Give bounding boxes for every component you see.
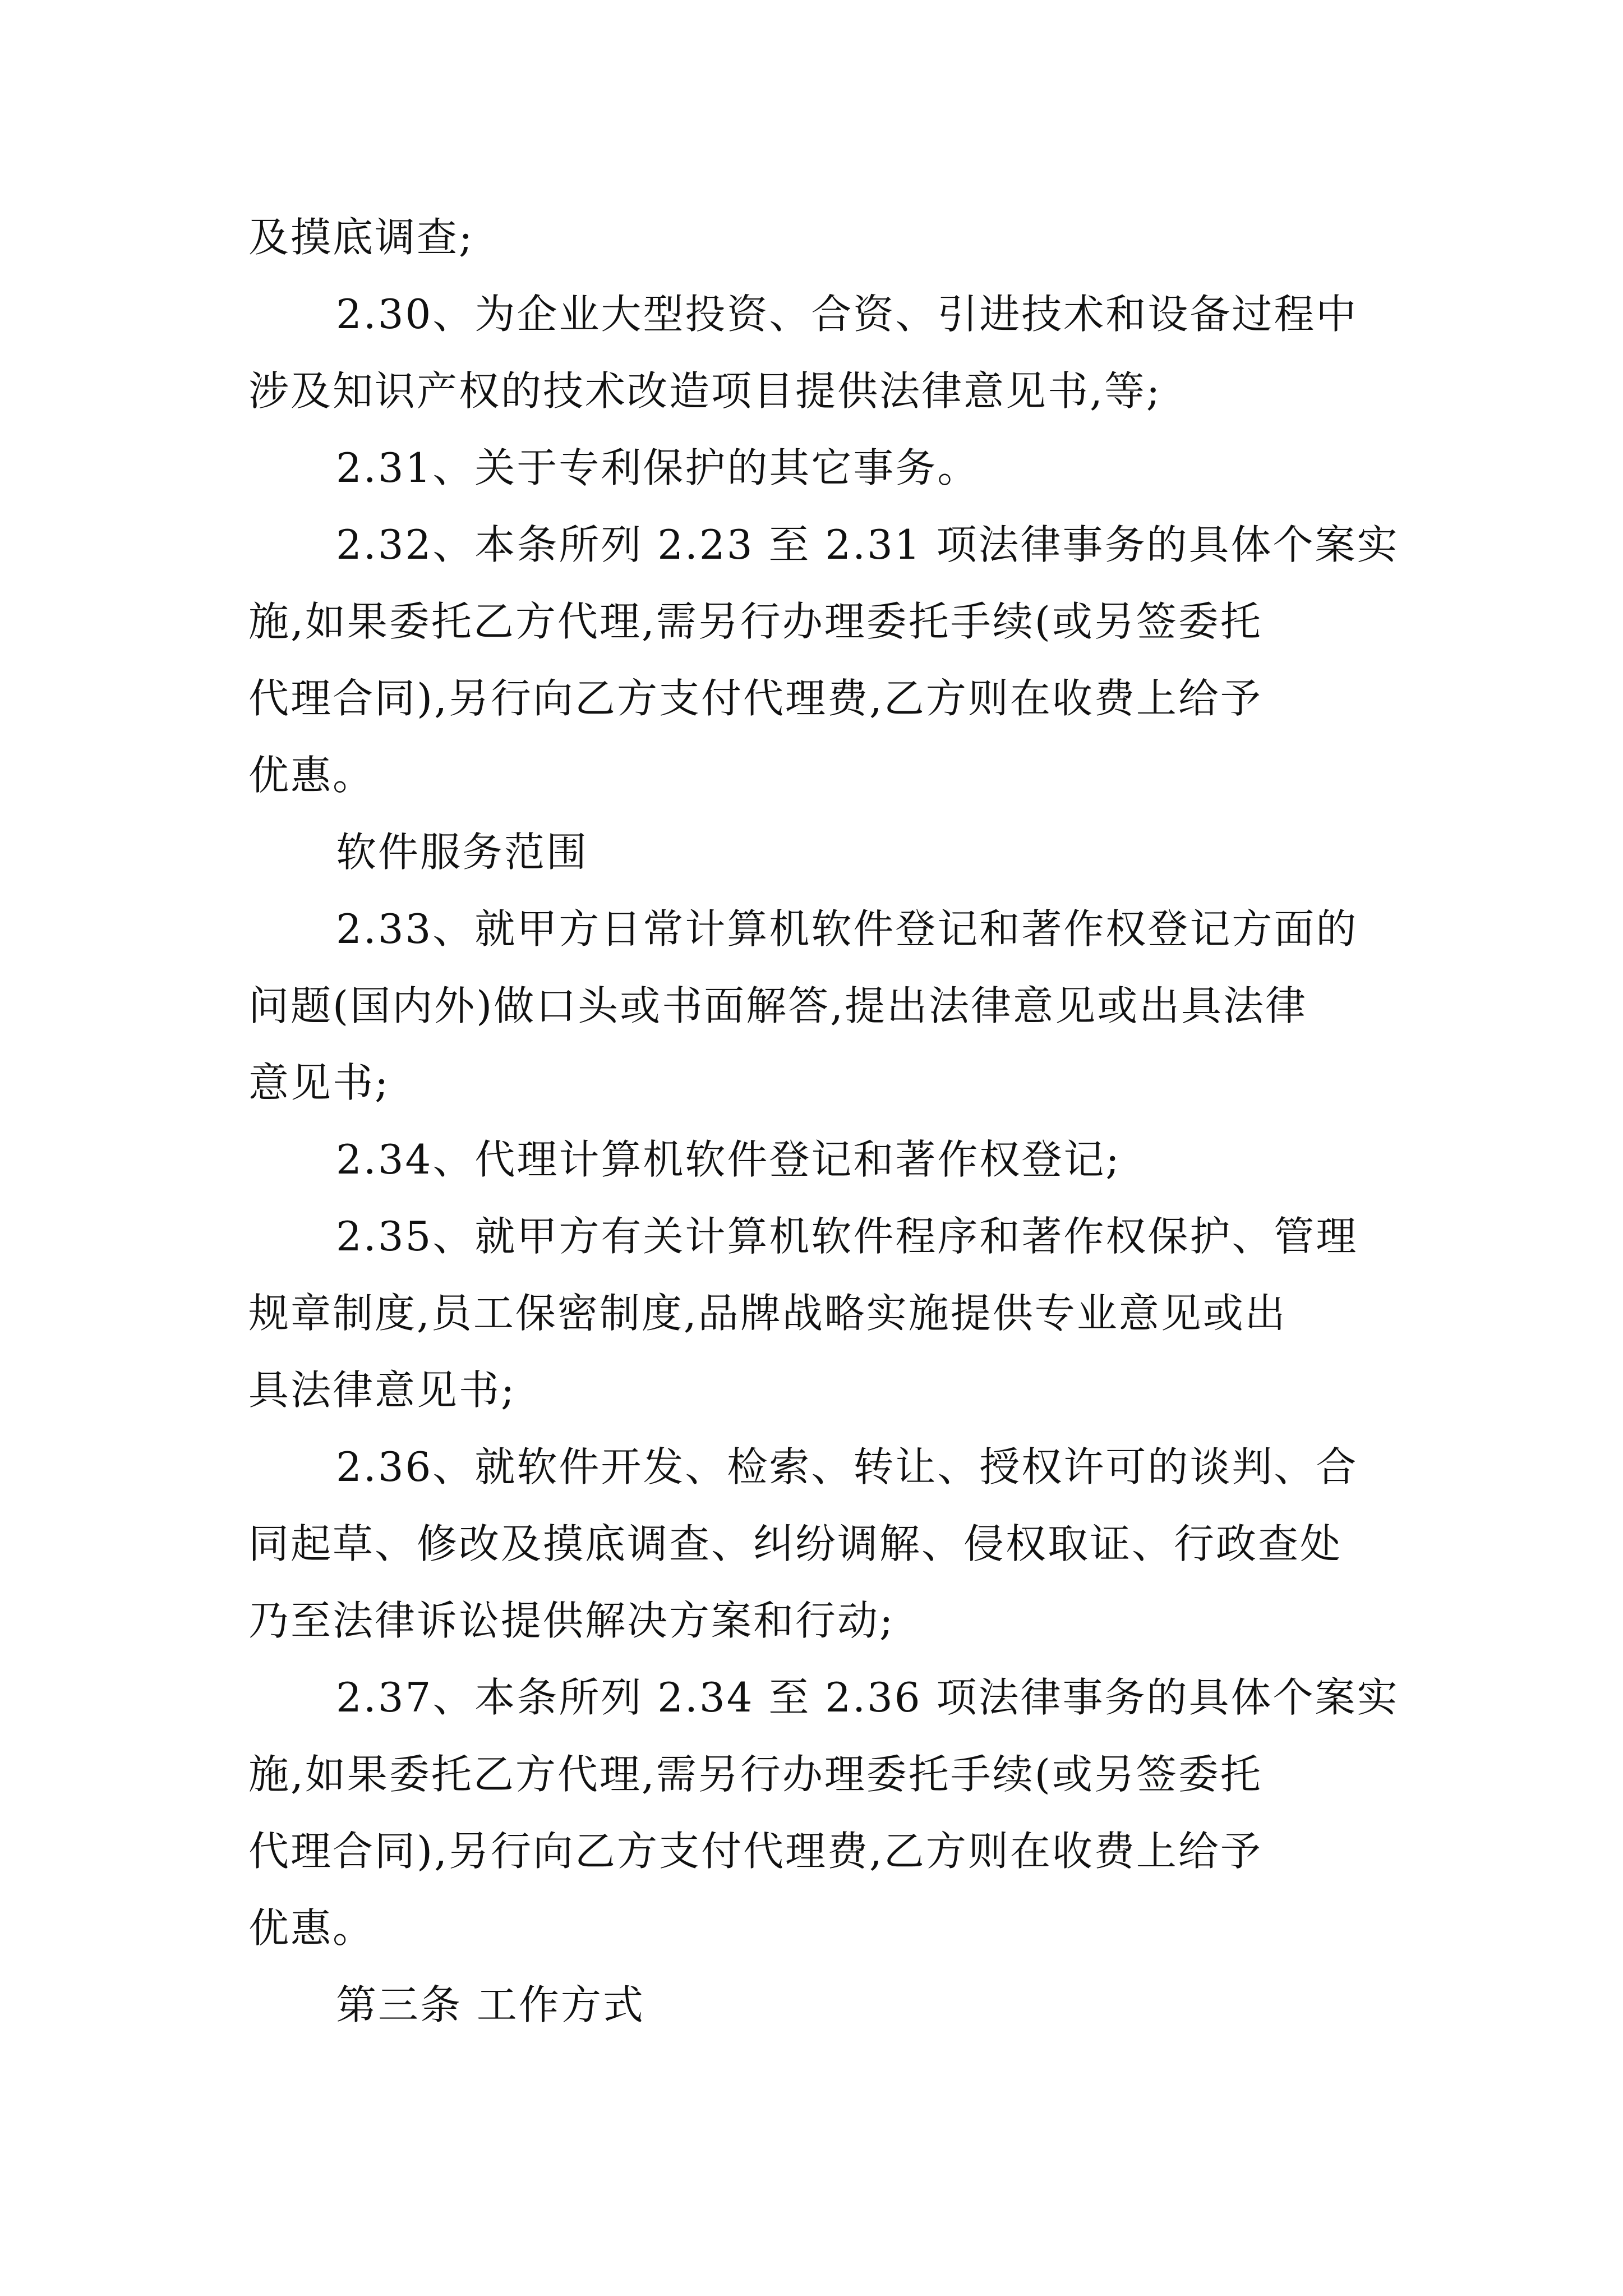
article-3-heading: 第三条 工作方式 [336,1981,645,2028]
text-line: 同起草、修改及摸底调查、纠纷调解、侵权取证、行政查处 [248,1520,1343,1567]
clause-2-33: 2.33、就甲方日常计算机软件登记和著作权登记方面的 [336,905,1358,953]
clause-2-32: 2.32、本条所列 2.23 至 2.31 项法律事务的具体个案实 [336,521,1399,568]
text-line: 施,如果委托乙方代理,需另行办理委托手续(或另签委托 [248,1751,1262,1798]
text-line: 问题(国内外)做口头或书面解答,提出法律意见或出具法律 [248,982,1308,1029]
clause-2-37: 2.37、本条所列 2.34 至 2.36 项法律事务的具体个案实 [336,1674,1399,1721]
clause-2-36: 2.36、就软件开发、检索、转让、授权许可的谈判、合 [336,1443,1358,1490]
document-body [248,199,1399,2044]
clause-2-35: 2.35、就甲方有关计算机软件程序和著作权保护、管理 [336,1213,1358,1260]
text-line: 代理合同),另行向乙方支付代理费,乙方则在收费上给予 [248,675,1262,722]
text-line: 代理合同),另行向乙方支付代理费,乙方则在收费上给予 [248,1828,1262,1875]
text-line: 及摸底调查; [248,214,474,261]
text-line: 优惠。 [248,1904,375,1952]
text-line: 乃至法律诉讼提供解决方案和行动; [248,1597,895,1644]
text-line: 施,如果委托乙方代理,需另行办理委托手续(或另签委托 [248,598,1262,645]
text-line: 优惠。 [248,752,375,799]
clause-2-34: 2.34、代理计算机软件登记和著作权登记; [336,1136,1121,1183]
section-heading-software: 软件服务范围 [336,829,589,876]
text-line: 规章制度,员工保密制度,品牌战略实施提供专业意见或出 [248,1290,1287,1337]
clause-2-31: 2.31、关于专利保护的其它事务。 [336,444,980,491]
text-line: 涉及知识产权的技术改造项目提供法律意见书,等; [248,367,1162,415]
text-line: 意见书; [248,1059,390,1106]
text-line: 具法律意见书; [248,1366,517,1414]
clause-2-30: 2.30、为企业大型投资、合资、引进技术和设备过程中 [336,291,1358,338]
